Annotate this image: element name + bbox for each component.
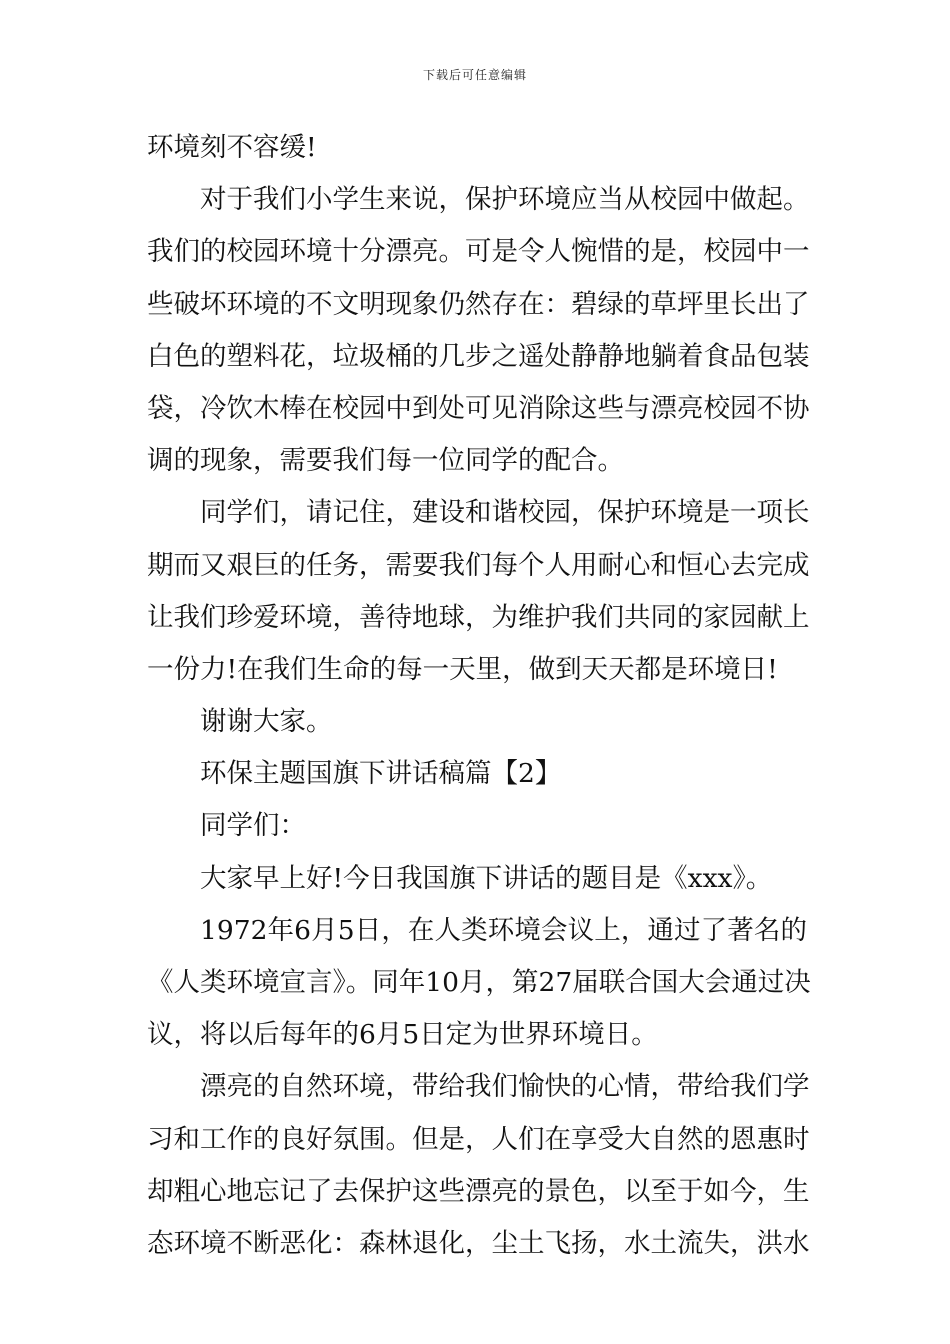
text-line: 些破坏环境的不文明现象仍然存在：碧绿的草坪里长出了 (147, 288, 810, 320)
paragraph-first-line: 大家早上好!今日我国旗下讲话的题目是《xxx》。 (200, 862, 773, 894)
closing-line: 谢谢大家。 (200, 706, 333, 738)
text-line: 习和工作的良好氛围。但是，人们在享受大自然的恩惠时 (147, 1123, 810, 1155)
paragraph-first-line: 1972年6月5日，在人类环境会议上，通过了著名的 (200, 914, 807, 946)
text-line: 期而又艰巨的任务，需要我们每个人用耐心和恒心去完成 (147, 549, 810, 581)
text-line: 环境刻不容缓! (147, 132, 317, 163)
text-line: 议，将以后每年的6月5日定为世界环境日。 (147, 1019, 658, 1051)
text-line: 态环境不断恶化：森林退化，尘土飞扬，水土流失，洪水 (147, 1227, 810, 1259)
text-line: 一份力!在我们生命的每一天里，做到天天都是环境日! (147, 653, 778, 685)
section-title: 环保主题国旗下讲话稿篇【2】 (200, 758, 562, 790)
text-line: 白色的塑料花，垃圾桶的几步之遥处静静地躺着食品包装 (147, 340, 810, 372)
paragraph-first-line: 同学们，请记住，建设和谐校园，保护环境是一项长 (200, 497, 810, 529)
text-line: 调的现象，需要我们每一位同学的配合。 (147, 445, 624, 477)
text-line: 让我们珍爱环境，善待地球，为维护我们共同的家园献上 (147, 601, 810, 633)
text-line: 《人类环境宣言》。同年10月，第27届联合国大会通过决 (147, 967, 811, 998)
text-line: 袋，冷饮木棒在校园中到处可见消除这些与漂亮校园不协 (147, 392, 810, 424)
text-line: 我们的校园环境十分漂亮。可是令人惋惜的是，校园中一 (147, 236, 810, 268)
document-body (147, 122, 811, 1270)
paragraph-first-line: 对于我们小学生来说，保护环境应当从校园中做起。 (200, 184, 810, 216)
paragraph-first-line: 漂亮的自然环境，带给我们愉快的心情，带给我们学 (200, 1071, 810, 1103)
text-line: 却粗心地忘记了去保护这些漂亮的景色，以至于如今，生 (147, 1175, 810, 1207)
salutation: 同学们： (200, 810, 306, 842)
page-header: 下载后可任意编辑 (422, 68, 527, 82)
